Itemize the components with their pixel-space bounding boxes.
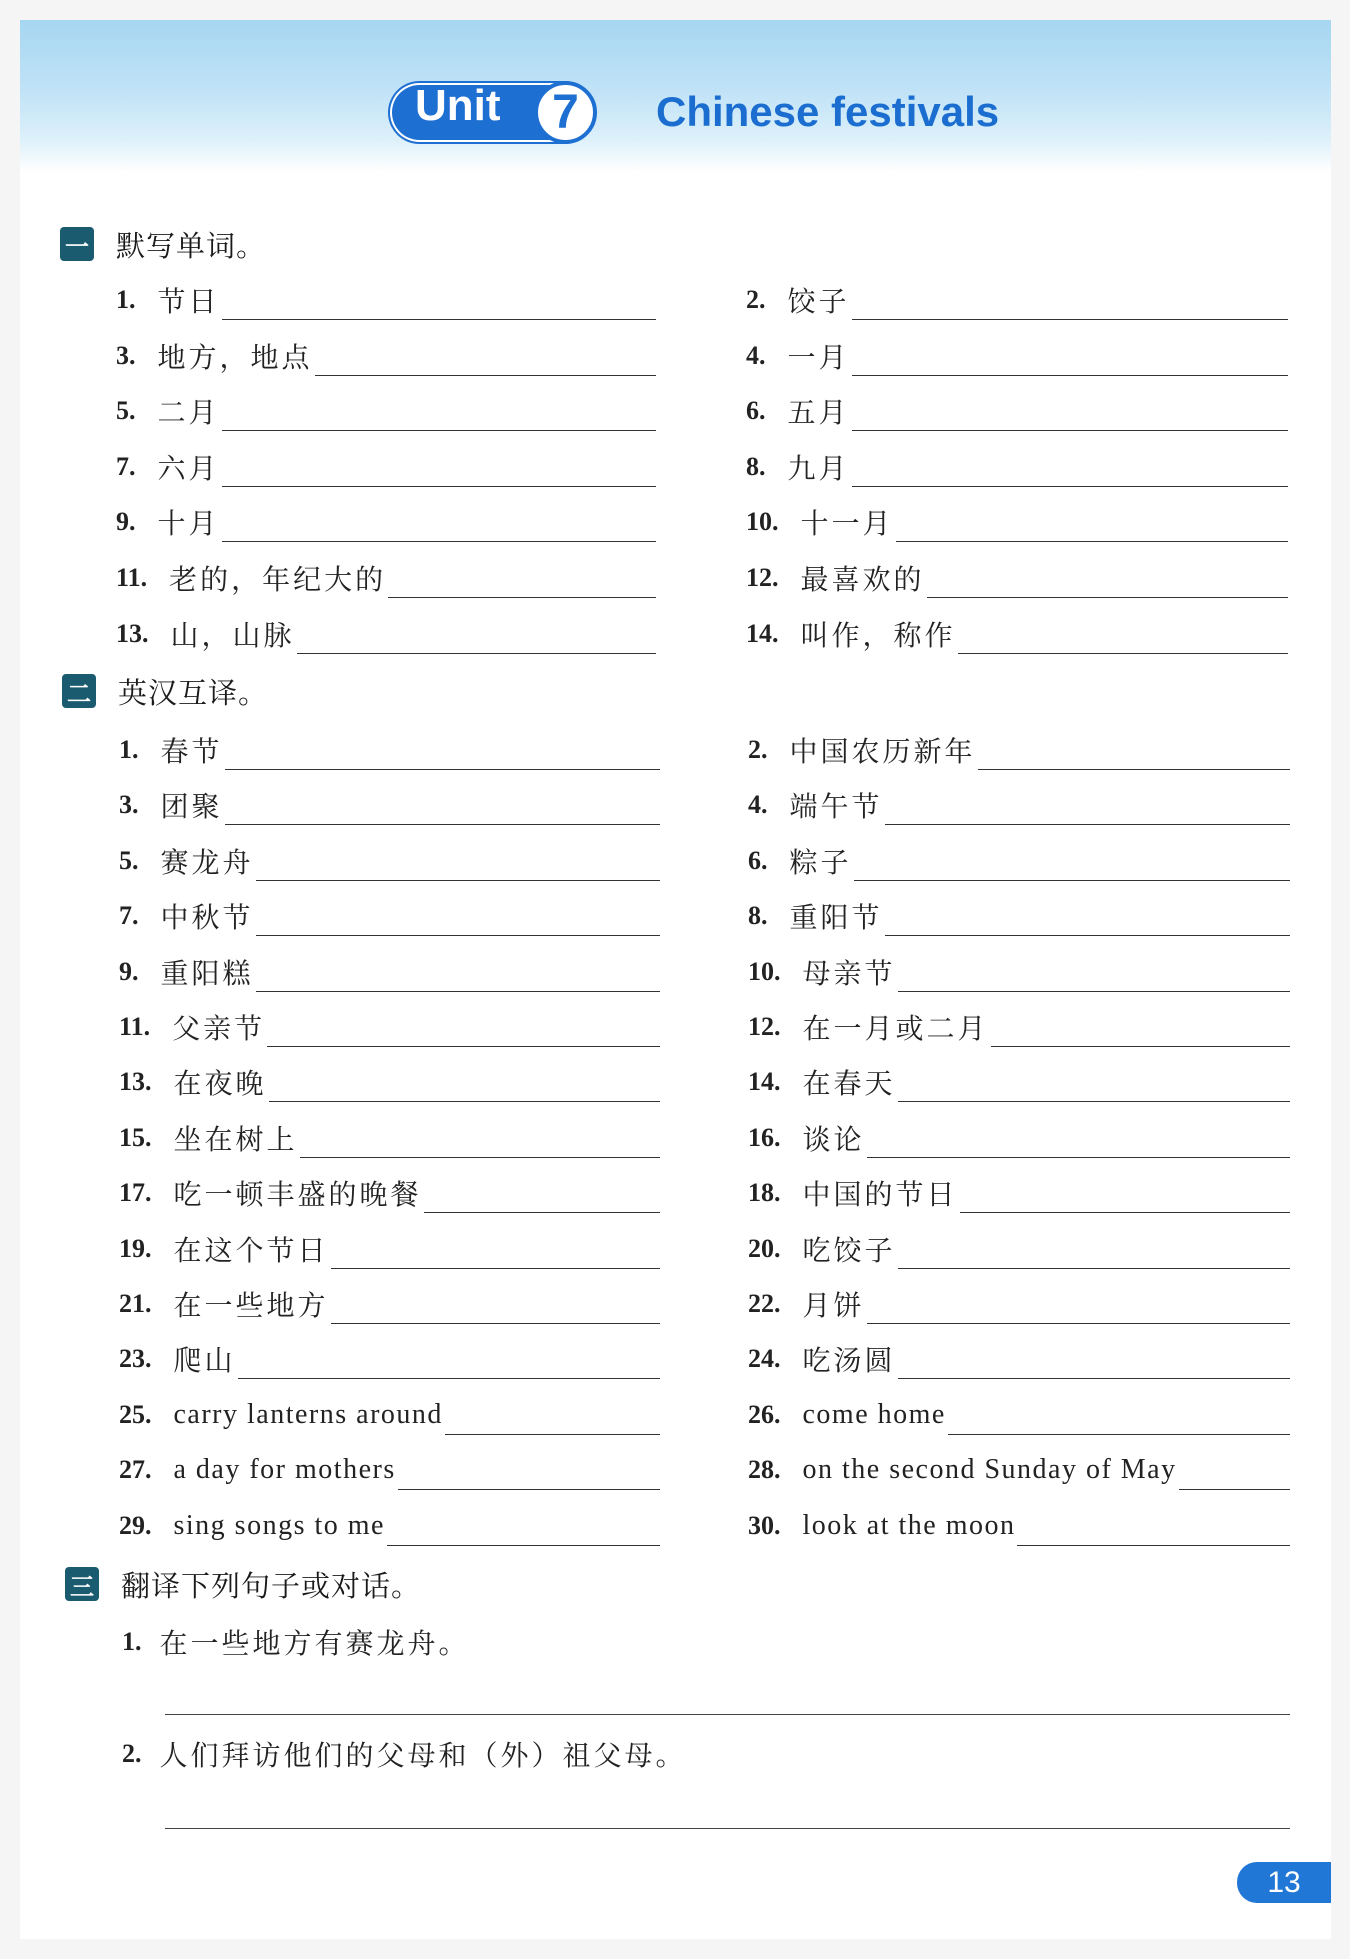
item-number: 7. <box>119 901 139 931</box>
answer-blank <box>300 1118 660 1158</box>
page-number: 13 <box>1237 1862 1331 1903</box>
exercise-item <box>748 730 1290 770</box>
answer-blank <box>898 1062 1290 1102</box>
answer-blank <box>238 1339 660 1379</box>
item-prompt: 中秋节 <box>160 901 254 935</box>
section-title: 英汉互译。 <box>118 675 269 710</box>
item-prompt: 最喜欢的 <box>800 563 925 596</box>
item-prompt: 吃汤圆 <box>802 1344 896 1378</box>
exercise-item <box>119 952 660 992</box>
item-number: 11. <box>116 563 148 592</box>
item-prompt: 十月 <box>157 507 220 541</box>
section-heading-3 <box>65 1564 421 1604</box>
exercise-item <box>748 1007 1290 1047</box>
item-prompt: 粽子 <box>789 845 852 879</box>
item-number: 14. <box>748 1067 781 1097</box>
sentence-prompt: 人们拜访他们的父母和（外）祖父母。 <box>159 1739 687 1772</box>
item-prompt: 六月 <box>157 451 220 485</box>
section-number-badge: 二 <box>62 674 96 708</box>
item-prompt: look at the moon <box>802 1509 1016 1541</box>
answer-blank <box>256 896 660 936</box>
item-number: 2. <box>748 735 768 764</box>
answer-blank <box>948 1395 1290 1435</box>
answer-blank <box>297 614 656 654</box>
section-heading-2 <box>62 671 268 711</box>
unit-label: Unit <box>415 81 501 130</box>
exercise-item <box>116 502 656 542</box>
item-prompt: 爬山 <box>173 1344 236 1378</box>
exercise-item <box>746 614 1288 654</box>
item-number: 14. <box>746 618 779 648</box>
answer-blank <box>852 336 1288 376</box>
item-prompt: on the second Sunday of May <box>802 1454 1177 1486</box>
item-number: 10. <box>746 507 779 537</box>
item-number: 9. <box>116 507 136 537</box>
answer-blank <box>898 1229 1290 1269</box>
answer-line <box>165 1828 1290 1829</box>
exercise-item <box>748 1450 1290 1490</box>
item-number: 26. <box>748 1399 781 1429</box>
exercise-item <box>746 336 1288 376</box>
item-number: 4. <box>746 340 766 370</box>
exercise-item <box>119 785 660 825</box>
item-number: 18. <box>748 1178 781 1208</box>
item-number: 1. <box>122 1627 142 1656</box>
section-number-badge: 一 <box>60 227 94 261</box>
exercise-item <box>116 280 656 320</box>
answer-blank <box>852 447 1288 487</box>
exercise-item <box>748 841 1290 881</box>
item-prompt: 团聚 <box>160 790 223 824</box>
answer-blank <box>960 1173 1290 1213</box>
item-number: 1. <box>116 285 136 314</box>
item-number: 3. <box>116 340 136 370</box>
item-prompt: 老的，年纪大的 <box>169 563 387 596</box>
item-prompt: a day for mothers <box>173 1454 396 1486</box>
item-number: 15. <box>119 1122 152 1152</box>
item-number: 8. <box>748 901 768 931</box>
item-prompt: 五月 <box>787 396 850 430</box>
exercise-item <box>116 336 656 376</box>
exercise-item <box>748 1118 1290 1158</box>
item-prompt: 中国农历新年 <box>789 735 976 768</box>
item-prompt: 赛龙舟 <box>160 845 254 879</box>
item-prompt: 山，山脉 <box>170 618 295 652</box>
item-prompt: 在这个节日 <box>173 1233 329 1267</box>
item-prompt: carry lanterns around <box>173 1398 443 1430</box>
item-number: 23. <box>119 1344 152 1374</box>
item-prompt: 谈论 <box>802 1122 865 1156</box>
item-number: 2. <box>122 1739 142 1768</box>
item-number: 12. <box>748 1012 781 1041</box>
exercise-item <box>746 391 1288 431</box>
answer-blank <box>256 952 660 992</box>
item-prompt: 重阳节 <box>789 901 883 935</box>
item-prompt: sing songs to me <box>173 1509 385 1541</box>
answer-blank <box>225 730 660 770</box>
answer-blank <box>269 1062 660 1102</box>
exercise-item <box>119 896 660 936</box>
answer-blank <box>896 502 1288 542</box>
section-heading-1 <box>60 224 266 264</box>
exercise-item <box>746 558 1288 598</box>
answer-blank <box>445 1395 660 1435</box>
answer-blank <box>1179 1450 1290 1490</box>
item-number: 16. <box>748 1122 781 1152</box>
exercise-item <box>748 785 1290 825</box>
sentence-item <box>122 1734 687 1774</box>
item-prompt: 九月 <box>787 451 850 485</box>
exercise-item <box>748 1284 1290 1324</box>
answer-blank <box>852 391 1288 431</box>
answer-blank <box>424 1173 660 1213</box>
answer-line <box>165 1714 1290 1715</box>
exercise-item <box>748 1339 1290 1379</box>
item-prompt: 在一月或二月 <box>802 1012 989 1045</box>
exercise-item <box>119 1118 660 1158</box>
exercise-item <box>119 730 660 770</box>
exercise-item <box>748 1506 1290 1546</box>
exercise-item <box>748 952 1290 992</box>
item-number: 2. <box>746 285 766 314</box>
item-number: 3. <box>119 790 139 820</box>
item-number: 30. <box>748 1510 781 1540</box>
exercise-item <box>116 391 656 431</box>
item-number: 5. <box>116 396 136 426</box>
answer-blank <box>222 280 656 320</box>
exercise-item <box>119 1007 660 1047</box>
item-prompt: 地方，地点 <box>157 340 313 374</box>
item-number: 8. <box>746 451 766 481</box>
exercise-item <box>748 1395 1290 1435</box>
answer-blank <box>885 785 1290 825</box>
item-prompt: 节日 <box>157 285 220 318</box>
answer-blank <box>854 841 1290 881</box>
answer-blank <box>898 1339 1290 1379</box>
answer-blank <box>978 730 1290 770</box>
item-number: 6. <box>746 396 766 426</box>
exercise-item <box>119 1339 660 1379</box>
item-prompt: 中国的节日 <box>802 1178 958 1212</box>
unit-title: Chinese festivals <box>656 88 1000 135</box>
item-prompt: 吃一顿丰盛的晚餐 <box>173 1178 422 1212</box>
exercise-item <box>748 896 1290 936</box>
exercise-item <box>119 1062 660 1102</box>
item-prompt: 重阳糕 <box>160 956 254 990</box>
item-number: 13. <box>119 1067 152 1097</box>
item-number: 1. <box>119 735 139 764</box>
item-number: 11. <box>119 1012 151 1041</box>
item-prompt: 叫作，称作 <box>800 618 956 652</box>
exercise-item <box>119 841 660 881</box>
answer-blank <box>331 1284 660 1324</box>
item-number: 25. <box>119 1399 152 1429</box>
sentence-prompt: 在一些地方有赛龙舟。 <box>159 1627 470 1660</box>
answer-blank <box>885 896 1290 936</box>
item-number: 9. <box>119 956 139 986</box>
section-title: 翻译下列句子或对话。 <box>121 1568 422 1603</box>
exercise-item <box>119 1173 660 1213</box>
answer-blank <box>958 614 1288 654</box>
item-number: 22. <box>748 1289 781 1318</box>
item-prompt: 在一些地方 <box>173 1289 329 1322</box>
exercise-item <box>748 1062 1290 1102</box>
exercise-item <box>119 1450 660 1490</box>
exercise-item <box>119 1229 660 1269</box>
item-prompt: 一月 <box>787 340 850 374</box>
item-prompt: 坐在树上 <box>173 1122 298 1156</box>
exercise-item <box>746 447 1288 487</box>
answer-blank <box>315 336 656 376</box>
exercise-item <box>119 1284 660 1324</box>
answer-blank <box>1017 1506 1290 1546</box>
item-number: 29. <box>119 1510 152 1540</box>
answer-blank <box>331 1229 660 1269</box>
answer-blank <box>867 1284 1290 1324</box>
item-number: 17. <box>119 1178 152 1208</box>
item-prompt: 十一月 <box>800 507 894 541</box>
unit-badge <box>388 81 596 144</box>
answer-blank <box>388 558 656 598</box>
item-number: 19. <box>119 1233 152 1263</box>
item-number: 7. <box>116 451 136 481</box>
answer-blank <box>867 1118 1290 1158</box>
item-prompt: 在夜晚 <box>173 1067 267 1101</box>
sentence-item <box>122 1622 470 1662</box>
item-number: 6. <box>748 845 768 875</box>
item-number: 28. <box>748 1455 781 1485</box>
item-prompt: 月饼 <box>802 1289 865 1322</box>
item-prompt: 二月 <box>157 396 220 430</box>
exercise-item <box>748 1173 1290 1213</box>
item-prompt: 在春天 <box>802 1067 896 1101</box>
item-number: 20. <box>748 1233 781 1263</box>
answer-blank <box>256 841 660 881</box>
exercise-item <box>116 558 656 598</box>
unit-number: 7 <box>534 81 597 144</box>
section-title: 默写单词。 <box>116 228 267 263</box>
exercise-item <box>116 614 656 654</box>
item-prompt: 端午节 <box>789 790 883 824</box>
exercise-item <box>746 502 1288 542</box>
item-number: 10. <box>748 956 781 986</box>
section-number-badge: 三 <box>65 1567 99 1601</box>
exercise-item <box>116 447 656 487</box>
answer-blank <box>222 447 656 487</box>
item-number: 27. <box>119 1455 152 1485</box>
item-prompt: 吃饺子 <box>802 1233 896 1267</box>
answer-blank <box>991 1007 1290 1047</box>
exercise-item <box>746 280 1288 320</box>
answer-blank <box>927 558 1288 598</box>
item-number: 24. <box>748 1344 781 1374</box>
item-prompt: 母亲节 <box>802 956 896 990</box>
exercise-item <box>119 1506 660 1546</box>
answer-blank <box>222 502 656 542</box>
item-prompt: come home <box>802 1398 946 1430</box>
exercise-item <box>748 1229 1290 1269</box>
item-number: 5. <box>119 845 139 875</box>
answer-blank <box>222 391 656 431</box>
answer-blank <box>898 952 1290 992</box>
exercise-item <box>119 1395 660 1435</box>
item-prompt: 父亲节 <box>172 1012 266 1045</box>
answer-blank <box>398 1450 660 1490</box>
answer-blank <box>387 1506 660 1546</box>
answer-blank <box>852 280 1288 320</box>
item-number: 12. <box>746 563 779 592</box>
item-prompt: 饺子 <box>787 285 850 318</box>
answer-blank <box>225 785 660 825</box>
answer-blank <box>267 1007 660 1047</box>
item-prompt: 春节 <box>160 735 223 768</box>
item-number: 21. <box>119 1289 152 1318</box>
item-number: 4. <box>748 790 768 820</box>
item-number: 13. <box>116 618 149 648</box>
